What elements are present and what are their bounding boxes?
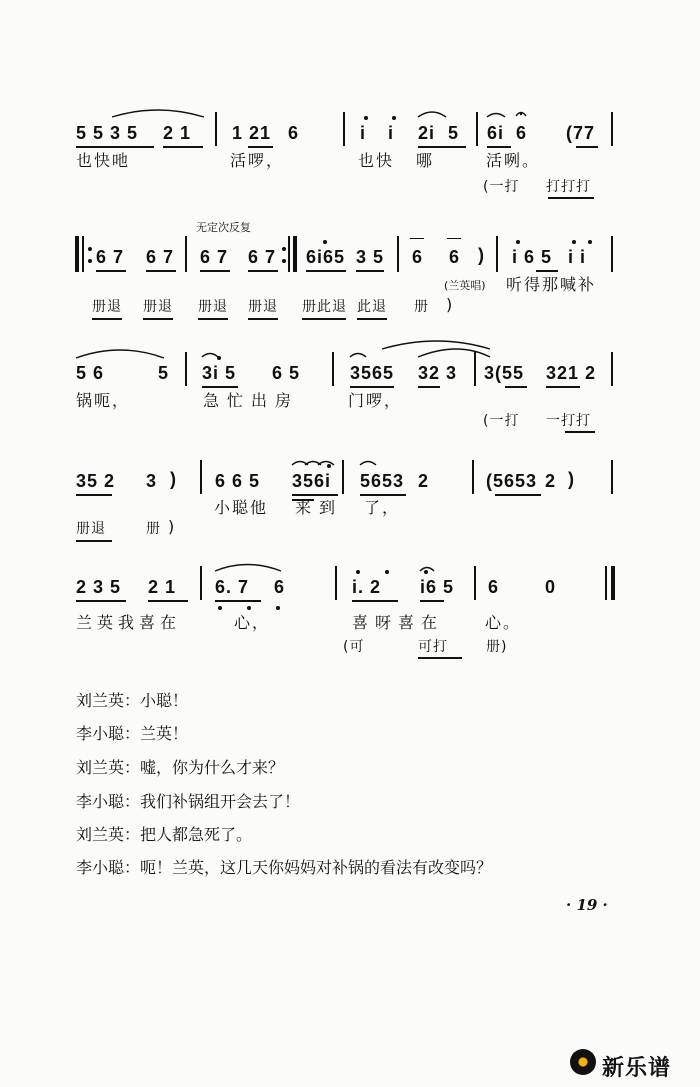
percussion-syllable: 此退 (357, 299, 387, 315)
dialogue-line (76, 760, 284, 776)
lyric: 心。 (485, 613, 522, 632)
note-group: 2 1 (148, 577, 177, 597)
line-text: 兰英！ (140, 724, 189, 743)
slur (76, 350, 164, 358)
note: i (388, 123, 395, 143)
note-group: 5653 (360, 471, 405, 491)
note-group: 5 6 (76, 363, 105, 383)
repeat-annotation: 无定次反复 (196, 221, 251, 234)
slur (350, 354, 366, 358)
lyric: 来到 (295, 498, 344, 517)
singer-note: (兰英唱) (444, 279, 486, 292)
speaker: 李小聪： (76, 724, 141, 743)
percussion-syllable: (一打 (483, 413, 520, 429)
note: 6 (488, 577, 500, 597)
percussion-syllable: 册 (414, 299, 429, 315)
note-group: 356i (292, 471, 332, 491)
bracket: ) (446, 295, 455, 314)
note-group: 6i (487, 123, 505, 143)
fermata-dot (520, 113, 522, 115)
note: 3 (146, 471, 158, 491)
dialogue-line (76, 693, 188, 709)
note-group: (77 (566, 123, 596, 143)
note-group: 6 7 (96, 247, 125, 267)
note-group: 2 3 5 (76, 577, 122, 597)
lyric: 活啰， (230, 151, 285, 170)
note-group: 2 1 (163, 123, 192, 143)
note-group: 6 5 (272, 363, 301, 383)
lyric: 听得那喊补 (506, 275, 597, 294)
note-group: i. 2 (352, 577, 382, 597)
note-group: 3i 5 (202, 363, 237, 383)
percussion-syllable: (可 (343, 639, 365, 655)
percussion-syllable: 册退 (198, 299, 228, 315)
note-group: 6 6 5 (215, 471, 261, 491)
slur (215, 565, 281, 572)
note: 5 (448, 123, 460, 143)
note-group: 6. 7 (215, 577, 250, 597)
note-group: i 6 5 (512, 247, 553, 267)
logo-text: 新乐谱 (602, 1056, 672, 1081)
percussion-syllable: 册退 (92, 299, 122, 315)
note-group: 3(55 (484, 363, 525, 383)
dialogue-line (76, 860, 492, 876)
lyric: 了， (364, 498, 401, 517)
slur (360, 462, 376, 466)
note-group: 2i (418, 123, 436, 143)
lyric: 兰英我喜在 (76, 613, 182, 632)
lyric: 心， (234, 613, 271, 632)
speaker: 刘兰英： (76, 691, 141, 710)
lyric: 喜呀喜在 (352, 613, 445, 632)
dialogue-line (76, 726, 188, 742)
dialogue-line (76, 827, 252, 843)
note-group: 6 7 (146, 247, 175, 267)
note: 6 (412, 247, 424, 267)
note-group: 3565 (350, 363, 395, 383)
dialogue-line (76, 794, 300, 810)
percussion-syllable: 打打打 (546, 179, 591, 195)
note: 5 (158, 363, 170, 383)
page-number: · 19 · (566, 896, 608, 914)
percussion-syllable: 册 (146, 521, 161, 537)
slur (420, 568, 434, 572)
percussion-syllable: (一打 (483, 179, 520, 195)
slur (418, 349, 490, 357)
note-group: i6 5 (420, 577, 455, 597)
percussion-syllable: 册) (486, 639, 508, 655)
lyric: 急忙出房 (203, 391, 300, 410)
note-group: 32 3 (418, 363, 458, 383)
note: i (360, 123, 367, 143)
line-text: 小聪！ (140, 691, 189, 710)
lyric: 小聪他 (214, 498, 269, 517)
record-icon (570, 1049, 596, 1075)
slur (112, 110, 204, 117)
note-group: (5653 (486, 471, 538, 491)
percussion-syllable: 可打 (418, 639, 448, 655)
note: 6 (516, 123, 528, 143)
lyric: 活咧。 (486, 151, 541, 170)
note: 2 (545, 471, 557, 491)
line-text: 嘘，你为什么才来？ (140, 758, 285, 777)
note: 6 (274, 577, 286, 597)
slur (487, 114, 505, 118)
line-text: 把人都急死了。 (140, 825, 253, 844)
note-group: 321 2 (546, 363, 597, 383)
slur (202, 354, 218, 358)
lyric: 也快吔 (76, 151, 131, 170)
lyric: 锅呃， (76, 391, 131, 410)
slur (382, 341, 490, 349)
note: 6 (449, 247, 461, 267)
speaker: 李小聪： (76, 858, 141, 877)
bracket: ) (168, 517, 177, 536)
percussion-syllable: 册退 (248, 299, 278, 315)
percussion-syllable: 册此退 (302, 299, 347, 315)
note-group: i i (568, 247, 587, 267)
note-group: 3 5 (356, 247, 385, 267)
note-group: 5 5 3 5 (76, 123, 139, 143)
speaker: 刘兰英： (76, 825, 141, 844)
note-group: 6 7 (248, 247, 277, 267)
note: 0 (545, 577, 557, 597)
percussion-syllable: 册退 (143, 299, 173, 315)
note-group: 35 2 (76, 471, 116, 491)
speaker: 李小聪： (76, 792, 141, 811)
line-text: 我们补锅组开会去了！ (140, 792, 301, 811)
note-group: 6 7 (200, 247, 229, 267)
note-group: 6 (288, 123, 300, 143)
bracket: ) (568, 469, 575, 489)
bracket: ) (478, 245, 485, 265)
percussion-syllable: 册退 (76, 521, 106, 537)
speaker: 刘兰英： (76, 758, 141, 777)
percussion-syllable: 一打打 (546, 413, 591, 429)
lyric: 也快 (358, 151, 395, 170)
line-text: 呃！兰英，这几天你妈妈对补锅的看法有改变吗？ (140, 858, 493, 877)
lyric: 哪 (416, 151, 435, 170)
slur (418, 112, 446, 117)
note: 2 (418, 471, 430, 491)
bracket: ) (170, 469, 177, 489)
watermark-logo (568, 1045, 690, 1079)
note-group: 1 21 (232, 123, 272, 143)
note-group: 6i65 (306, 247, 346, 267)
lyric: 门啰， (348, 391, 403, 410)
